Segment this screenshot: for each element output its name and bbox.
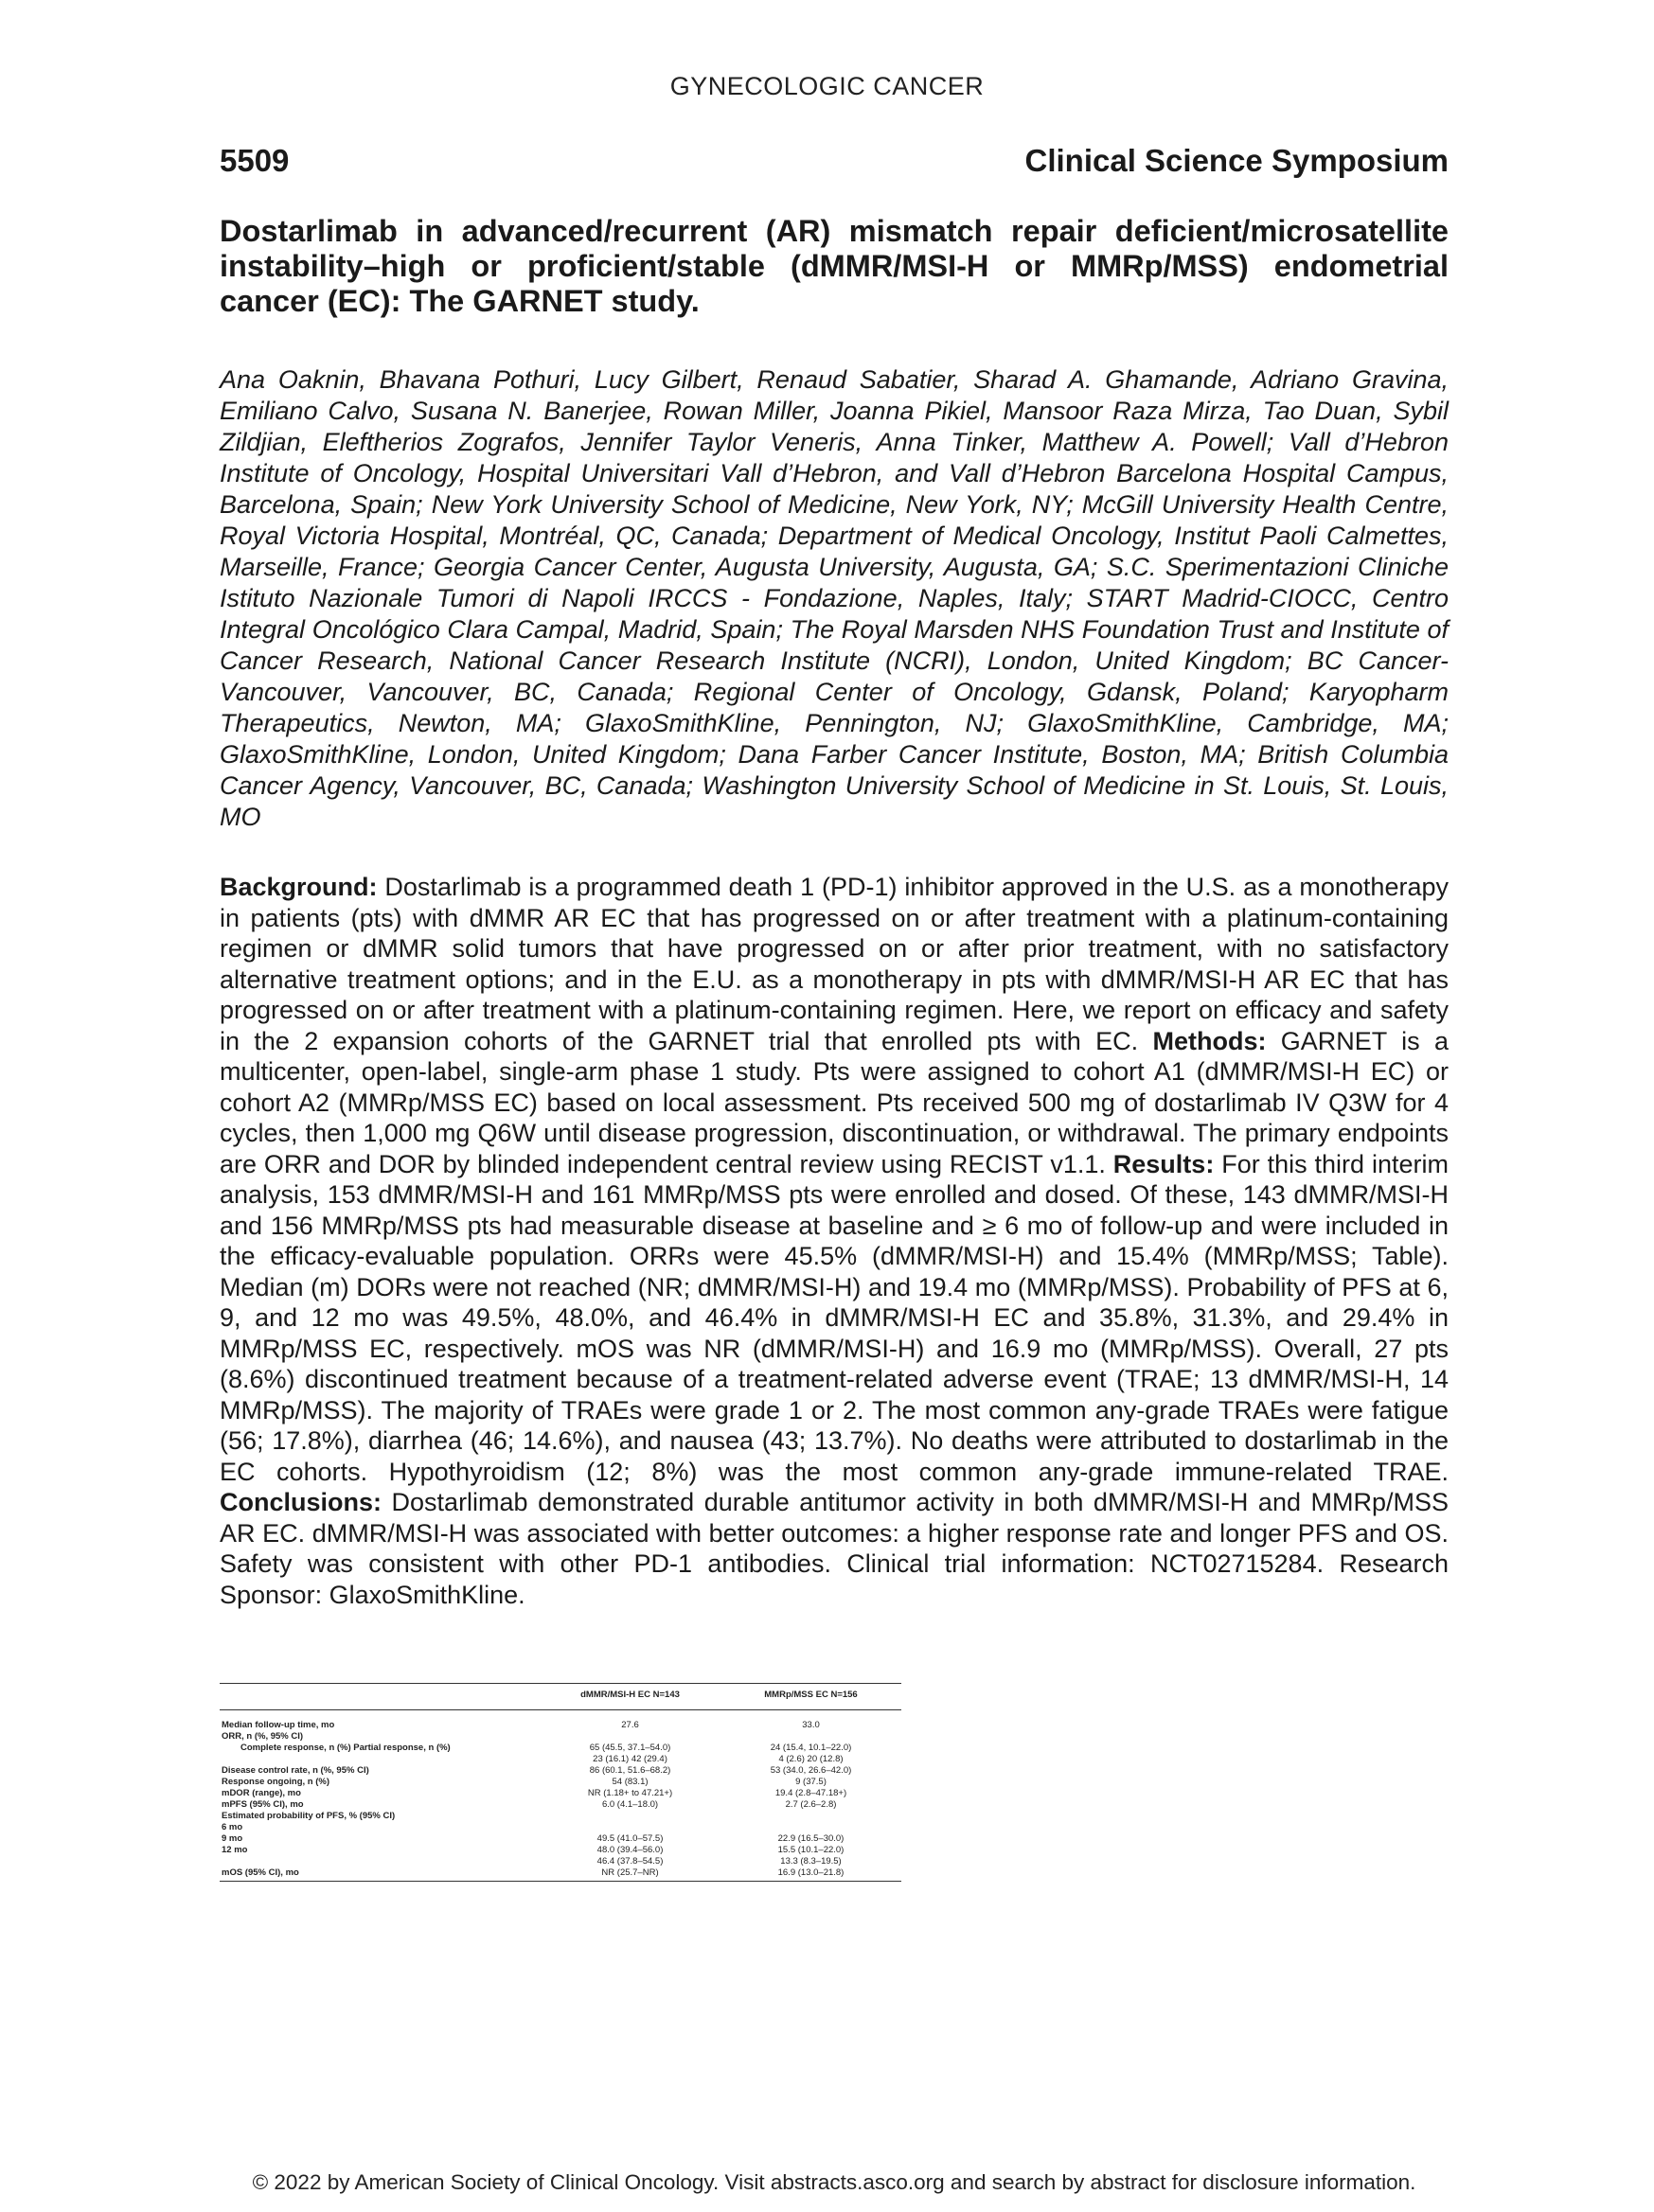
- table-cell-mmrp: 16.9 (13.0–21.8): [720, 1867, 901, 1882]
- table-cell-label: mDOR (range), mo: [222, 1788, 301, 1798]
- table-cell-mmrp: 19.4 (2.8–47.18+): [774, 1788, 847, 1798]
- table-row: [220, 1731, 901, 1743]
- author-list: Ana Oaknin, Bhavana Pothuri, Lucy Gilbert, Renaud Sabatier, Sharad A. Ghamande, Adriano Gravina, Emiliano Calvo, Susana N. Banerjee, Rowan Miller, Joanna Pikiel, Mansoor Raza Mirza, Tao Duan, Sybil Zildjian, Eleftherios Zografos, Jennifer Taylor Veneris, Anna Tinker, Matthew A. Powell; Vall d’Hebron Institute of Oncology, Hospital Universitari Vall d’Hebron, and Vall d’Hebron Barcelona Hospital Campus, Barcelona, Spain; New York University School of Medicine, New York, NY; McGill University Health Centre, Royal Victoria Hospital, Montréal, QC, Canada; Department of Medical Oncology, Institut Paoli Calmettes, Marseille, France; Georgia Cancer Center, Augusta University, Augusta, GA; S.C. Sperimentazioni Cliniche Istituto Nazionale Tumori di Napoli IRCCS - Fondazione, Naples, Italy; START Madrid-CIOCC, Centro Integral Oncológico Clara Campal, Madrid, Spain; The Royal Marsden NHS Foundation Trust and Institute of Cancer Research, National Cancer Research Institute (NCRI), London, United Kingdom; BC Cancer-Vancouver, Vancouver, BC, Canada; Regional Center of Oncology, Gdansk, Poland; Karyopharm Therapeutics, Newton, MA; GlaxoSmithKline, Pennington, NJ; GlaxoSmithKline, Cambridge, MA; GlaxoSmithKline, London, United Kingdom; Dana Farber Cancer Institute, Boston, MA; British Columbia Cancer Agency, Vancouver, BC, Canada; Washington University School of Medicine in St. Louis, St. Louis, MO: [220, 365, 1449, 831]
- table-cell-mmrp: 24 (15.4, 10.1–22.0) 4 (2.6) 20 (12.8): [770, 1743, 852, 1764]
- table-cell-mmrp: [720, 1731, 901, 1743]
- table-cell-mmrp: 9 (37.5): [795, 1777, 827, 1787]
- table-cell-dmmr: 65 (45.5, 37.1–54.0) 23 (16.1) 42 (29.4): [589, 1743, 671, 1764]
- table-cell-label: mOS (95% CI), mo: [220, 1867, 540, 1882]
- copyright-footer: © 2022 by American Society of Clinical Oncology. Visit abstracts.asco.org and search by abstract for disclosure information.: [252, 2170, 1416, 2194]
- table-cell-label: mPFS (95% CI), mo: [222, 1799, 304, 1810]
- session-type: Clinical Science Symposium: [1024, 143, 1449, 178]
- conclusions-text: Dostarlimab demonstrated durable antitumor activity in both dMMR/MSI-H and MMRp/MSS AR EC. dMMR/MSI-H was associated with better outcomes: a higher response rate and longer PFS and OS. Safety was consistent with other PD-1 antibodies. Clinical trial information: NCT02715284. Research Sponsor: GlaxoSmithKline.: [220, 1488, 1449, 1609]
- table-cell-mmrp: 33.0: [802, 1720, 820, 1730]
- table-row: [220, 1710, 901, 1732]
- results-table-container: [220, 1683, 901, 1882]
- abstract-body: [220, 872, 1449, 1610]
- table-cell-label: Disease control rate, n (%, 95% CI): [222, 1765, 369, 1776]
- section-label: GYNECOLOGIC CANCER: [669, 72, 985, 100]
- table-cell-dmmr: 27.6: [621, 1720, 639, 1730]
- conclusions-heading: Conclusions:: [220, 1488, 382, 1516]
- table-cell-label: Median follow-up time, mo: [222, 1720, 335, 1730]
- table-cell-dmmr: 49.5 (41.0–57.5) 48.0 (39.4–56.0) 46.4 (37.8–54.5): [596, 1833, 664, 1867]
- table-cell-dmmr: 86 (60.1, 51.6–68.2): [589, 1765, 671, 1776]
- table-row: [220, 1788, 901, 1799]
- table-row: [220, 1765, 901, 1777]
- table-row: [220, 1743, 901, 1765]
- table-cell-mmrp: 53 (34.0, 26.6–42.0): [770, 1765, 852, 1776]
- table-cell-dmmr: 54 (83.1): [612, 1777, 649, 1787]
- table-cell-label: ORR, n (%, 95% CI): [222, 1731, 304, 1742]
- table-cell-mmrp: 22.9 (16.5–30.0) 15.5 (10.1–22.0) 13.3 (8.3–19.5): [777, 1833, 845, 1867]
- table-cell-mmrp: 2.7 (2.6–2.8): [785, 1799, 837, 1810]
- abstract-title: Dostarlimab in advanced/recurrent (AR) mismatch repair deficient/microsatellite instability–high or proficient/stable (dMMR/MSI-H or MMRp/MSS) endometrial cancer (EC): The GARNET study.: [220, 214, 1449, 318]
- table-row: [220, 1777, 901, 1788]
- methods-text: GARNET is a multicenter, open-label, single-arm phase 1 study. Pts were assigned to cohort A1 (dMMR/MSI-H EC) or cohort A2 (MMRp/MSS EC) based on local assessment. Pts received 500 mg of dostarlimab IV Q3W for 4 cycles, then 1,000 mg Q6W until disease progression, discontinuation, or withdrawal. The primary endpoints are ORR and DOR by blinded independent central review using RECIST v1.1.: [220, 1026, 1449, 1178]
- table-cell-dmmr: NR (1.18+ to 47.21+): [587, 1788, 673, 1798]
- results-table: [220, 1683, 901, 1882]
- table-row: [220, 1867, 901, 1882]
- table-cell-dmmr: 6.0 (4.1–18.0): [601, 1799, 659, 1810]
- table-cell-label: Response ongoing, n (%): [222, 1777, 329, 1787]
- table-cell-label: Complete response, n (%) Partial response, n (%): [240, 1743, 451, 1753]
- abstract-number: 5509: [220, 143, 290, 178]
- table-row: [220, 1799, 901, 1811]
- methods-heading: Methods:: [1152, 1026, 1267, 1055]
- table-body: [220, 1710, 901, 1882]
- table-header-mmrp: MMRp/MSS EC N=156: [720, 1684, 901, 1710]
- table-header-label: [220, 1684, 540, 1710]
- table-cell-dmmr: NR (25.7–NR): [540, 1867, 720, 1882]
- table-cell-label: Estimated probability of PFS, % (95% CI) 6 mo 9 mo 12 mo: [222, 1811, 396, 1855]
- background-text: Dostarlimab is a programmed death 1 (PD-1) inhibitor approved in the U.S. as a monotherapy in patients (pts) with dMMR AR EC that has progressed on or after treatment with a platinum-containing regimen or dMMR solid tumors that have progressed on or after prior treatment, with no satisfactory alternative treatment options; and in the E.U. as a monotherapy in pts with dMMR/MSI-H AR EC that has progressed on or after treatment with a platinum-containing regimen. Here, we report on efficacy and safety in the 2 expansion cohorts of the GARNET trial that enrolled pts with EC.: [220, 873, 1449, 1055]
- results-text: For this third interim analysis, 153 dMMR/MSI-H and 161 MMRp/MSS pts were enrolled and dosed. Of these, 143 dMMR/MSI-H and 156 MMRp/MSS pts had measurable disease at baseline and ≥ 6 mo of follow-up and were included in the efficacy-evaluable population. ORRs were 45.5% (dMMR/MSI-H) and 15.4% (MMRp/MSS; Table). Median (m) DORs were not reached (NR; dMMR/MSI-H) and 19.4 mo (MMRp/MSS). Probability of PFS at 6, 9, and 12 mo was 49.5%, 48.0%, and 46.4% in dMMR/MSI-H EC and 35.8%, 31.3%, and 29.4% in MMRp/MSS EC, respectively. mOS was NR (dMMR/MSI-H) and 16.9 mo (MMRp/MSS). Overall, 27 pts (8.6%) discontinued treatment because of a treatment-related adverse event (TRAE; 13 dMMR/MSI-H, 14 MMRp/MSS). The majority of TRAEs were grade 1 or 2. The most common any-grade TRAEs were fatigue (56; 17.8%), diarrhea (46; 14.6%), and nausea (43; 13.7%). No deaths were attributed to dostarlimab in the EC cohorts. Hypothyroidism (12; 8%) was the most common any-grade immune-related TRAE.: [220, 1149, 1449, 1486]
- table-header-row: [220, 1684, 901, 1710]
- table-row: [220, 1811, 901, 1867]
- results-heading: Results:: [1112, 1149, 1215, 1178]
- background-heading: Background:: [220, 873, 378, 901]
- table-header-dmmr: dMMR/MSI-H EC N=143: [540, 1684, 720, 1710]
- table-cell-dmmr: [540, 1731, 720, 1743]
